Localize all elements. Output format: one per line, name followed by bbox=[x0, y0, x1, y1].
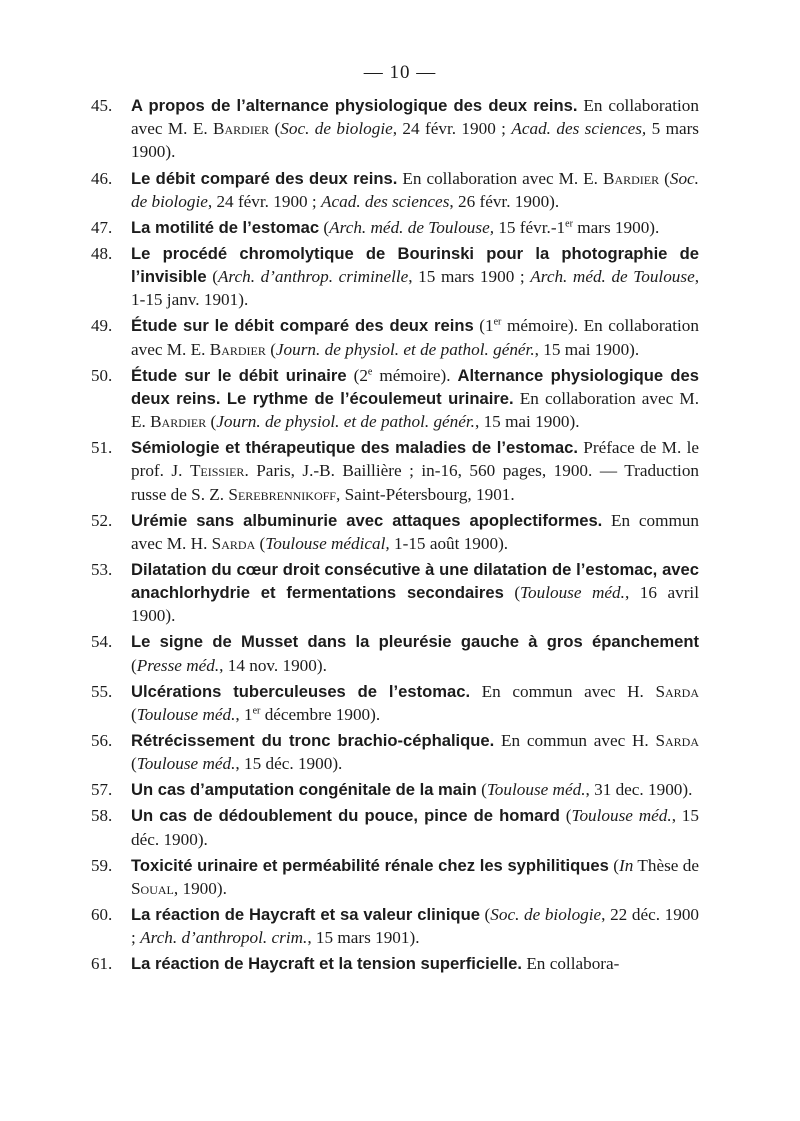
entry-text: , 15 mars 1901). bbox=[307, 928, 420, 948]
entry-text: , 24 févr. 1900 ; bbox=[392, 119, 512, 139]
entry-text: En commun avec M. H. bbox=[131, 510, 699, 553]
entry-title: Rétrécissement du tronc brachio-céphalique. bbox=[131, 731, 495, 751]
entry-text: , 16 avril 1900). bbox=[131, 583, 699, 626]
superscript: er bbox=[252, 705, 261, 717]
entry-number: 56. bbox=[91, 731, 113, 751]
entry-text: , 22 déc. 1900 ; bbox=[131, 905, 700, 948]
entry-text: ( bbox=[476, 780, 487, 800]
entry-text: ( bbox=[269, 119, 281, 139]
journal-reference: Toulouse méd. bbox=[136, 754, 236, 774]
journal-reference: Acad. des sciences, bbox=[511, 119, 647, 139]
entry-text: ( bbox=[608, 855, 619, 875]
entry-text: , 26 févr. 1900). bbox=[449, 191, 560, 211]
bibliography-entry bbox=[91, 364, 699, 434]
entry-text: En collaboration avec M. E. bbox=[397, 168, 603, 188]
entry-title: La motilité de l’estomac bbox=[131, 217, 320, 237]
author-name: Sarda bbox=[655, 731, 699, 751]
entry-text: ( bbox=[265, 339, 276, 359]
entry-title: Urémie sans albuminurie avec attaques apoplectiformes. bbox=[131, 510, 603, 530]
entry-text: ( bbox=[479, 905, 491, 925]
entry-title: Toxicité urinaire et perméabilité rénale chez les syphilitiques bbox=[131, 855, 609, 875]
journal-reference: Acad. des sciences bbox=[321, 191, 450, 211]
entry-text: , 15 déc. 1900). bbox=[131, 806, 699, 849]
entry-text: En commun avec H. bbox=[494, 731, 656, 751]
journal-reference: Arch. méd. de Toulouse bbox=[530, 267, 695, 287]
entry-text: 1-15 août 1900). bbox=[389, 533, 509, 553]
entry-text: , Saint-Pétersbourg, 1901. bbox=[335, 484, 515, 504]
entry-title: A propos de l’alternance physiologique des deux reins. bbox=[131, 96, 578, 115]
entry-text: (2 bbox=[346, 365, 368, 385]
entry-text: ( bbox=[503, 583, 521, 603]
entry-text: En collaboration avec M. E. bbox=[131, 388, 699, 432]
bibliography-entry bbox=[91, 216, 699, 239]
entry-number: 54. bbox=[91, 632, 113, 652]
entry-text: (1 bbox=[473, 316, 494, 336]
bibliography-entry bbox=[91, 242, 699, 312]
entry-title: Ulcérations tuberculeuses de l’estomac. bbox=[131, 681, 471, 701]
bibliography-entry bbox=[91, 804, 699, 850]
entry-title: La réaction de Haycraft et sa valeur clinique bbox=[131, 905, 480, 925]
entry-title: Le procédé chromolytique de Bourinski pour la photographie de l’invisible bbox=[131, 243, 699, 287]
entry-title: La réaction de Haycraft et la tension superficielle. bbox=[131, 954, 523, 974]
journal-reference: In bbox=[618, 855, 634, 875]
bibliography-entry bbox=[91, 436, 700, 506]
superscript: e bbox=[367, 365, 373, 377]
bibliography-entry bbox=[91, 509, 699, 555]
entry-text: Thèse de bbox=[633, 855, 699, 875]
bibliography-list bbox=[91, 94, 700, 978]
journal-reference: Soc. de biologie bbox=[280, 119, 393, 139]
entry-text: Préface de M. le prof. J. bbox=[131, 438, 699, 481]
entry-text: , 14 nov. 1900). bbox=[219, 655, 327, 675]
entry-text: ( bbox=[131, 655, 137, 675]
entry-text: ( bbox=[206, 267, 218, 287]
entry-text: En commun avec H. bbox=[470, 681, 656, 701]
entry-text: ( bbox=[206, 412, 217, 432]
journal-reference: Arch. méd. de Toulouse, bbox=[329, 217, 495, 237]
entry-text: , 1-15 janv. 1901). bbox=[131, 267, 699, 310]
author-name: Sarda bbox=[655, 681, 699, 701]
entry-number: 46. bbox=[91, 168, 113, 188]
bibliography-entry bbox=[91, 167, 699, 213]
bibliography-entry bbox=[91, 854, 699, 900]
author-name: Bardier bbox=[602, 168, 660, 188]
entry-text: ( bbox=[255, 533, 266, 553]
entry-text: En collabora- bbox=[522, 954, 620, 974]
entry-title: Dilatation du cœur droit consécutive à une dilatation de l’estomac, avec anachlorhydrie et fermentations secondaires bbox=[131, 559, 699, 603]
journal-reference: Arch. d’anthropol. crim. bbox=[140, 928, 308, 948]
journal-reference: Soc. de biologie bbox=[131, 168, 699, 211]
journal-reference: Toulouse méd. bbox=[571, 806, 672, 826]
entry-number: 48. bbox=[91, 243, 113, 263]
author-name: Serebrennikoff bbox=[228, 484, 336, 504]
entry-title: Étude sur le débit comparé des deux reins bbox=[131, 316, 474, 336]
journal-reference: Journ. de physiol. et de pathol. génér. bbox=[216, 412, 475, 432]
entry-title: Un cas d’amputation congénitale de la main bbox=[131, 780, 477, 800]
entry-number: 57. bbox=[91, 780, 113, 800]
entry-number: 52. bbox=[91, 510, 113, 530]
author-name: Sarda bbox=[211, 533, 256, 553]
superscript: er bbox=[493, 316, 502, 328]
entry-number: 55. bbox=[91, 681, 113, 701]
bibliography-entry bbox=[91, 903, 700, 949]
entry-text: ( bbox=[559, 806, 572, 826]
bibliography-entry bbox=[91, 558, 699, 628]
entry-number: 45. bbox=[91, 96, 113, 115]
entry-text: ( bbox=[131, 704, 137, 724]
author-name: Bardier bbox=[150, 412, 207, 432]
entry-text: mémoire). bbox=[372, 365, 458, 385]
entry-text: . Paris, J.-B. Baillière ; in-16, 560 pages, 1900. — Traduction russe de S. Z. bbox=[131, 461, 700, 504]
entry-number: 58. bbox=[91, 806, 113, 826]
bibliography-entry bbox=[91, 680, 699, 726]
entry-text: ( bbox=[319, 217, 330, 237]
bibliography-entry bbox=[91, 778, 699, 801]
author-name: Teissier bbox=[189, 461, 245, 481]
entry-text: En collaboration avec M. E. bbox=[131, 96, 699, 139]
journal-reference: Soc. de biologie bbox=[490, 905, 602, 925]
bibliography-entry bbox=[91, 952, 699, 975]
entry-text: , 15 mars 1900 ; bbox=[408, 267, 531, 287]
entry-text: 15 févr.-1 bbox=[494, 217, 566, 237]
entry-title: Le débit comparé des deux reins. bbox=[131, 168, 398, 188]
entry-number: 49. bbox=[91, 316, 113, 336]
entry-text: 5 mars 1900). bbox=[131, 119, 699, 162]
entry-title: Alternance physiologique des deux reins. Le rythme de l’écoulemeut urinaire. bbox=[131, 365, 699, 408]
journal-reference: Toulouse médical, bbox=[265, 533, 390, 553]
journal-reference: Toulouse méd. bbox=[520, 583, 625, 603]
entry-text: , 1 bbox=[235, 704, 253, 724]
entry-number: 47. bbox=[91, 217, 113, 237]
journal-reference: Toulouse méd. bbox=[486, 780, 586, 800]
entry-text: , 15 déc. 1900). bbox=[235, 754, 343, 774]
entry-text: ( bbox=[131, 754, 137, 774]
entry-number: 51. bbox=[91, 438, 113, 458]
entry-text: , 15 mai 1900). bbox=[474, 412, 580, 432]
entry-title: Étude sur le débit urinaire bbox=[131, 365, 347, 385]
entry-text: mémoire). En collaboration avec M. E. bbox=[131, 316, 699, 359]
entry-number: 59. bbox=[91, 855, 113, 875]
superscript: er bbox=[565, 218, 573, 230]
entry-text: , 15 mai 1900). bbox=[534, 339, 640, 359]
bibliography-entry bbox=[91, 94, 699, 164]
bibliography-entry bbox=[91, 729, 699, 775]
entry-title: Un cas de dédoublement du pouce, pince de homard bbox=[131, 806, 560, 826]
entry-text: mars 1900). bbox=[572, 217, 660, 237]
journal-reference: Toulouse méd. bbox=[136, 704, 236, 724]
entry-text: , 24 févr. 1900 ; bbox=[207, 191, 321, 211]
bibliography-entry bbox=[91, 630, 699, 676]
entry-text: décembre 1900). bbox=[260, 704, 381, 724]
bibliography-entry bbox=[91, 314, 699, 360]
journal-reference: Presse méd. bbox=[136, 655, 220, 675]
entry-title: Sémiologie et thérapeutique des maladies de l’estomac. bbox=[131, 438, 578, 458]
entry-number: 50. bbox=[91, 365, 113, 385]
entry-text: ( bbox=[659, 168, 670, 188]
page-number: — 10 — bbox=[363, 62, 437, 83]
author-name: Bardier bbox=[209, 339, 266, 359]
entry-text: , 31 dec. 1900). bbox=[585, 780, 693, 800]
journal-reference: Journ. de physiol. et de pathol. génér. bbox=[275, 339, 535, 359]
entry-title: Le signe de Musset dans la pleurésie gauche à gros épanchement bbox=[131, 632, 699, 652]
entry-number: 61. bbox=[91, 954, 113, 974]
journal-reference: Arch. d’anthrop. criminelle bbox=[217, 267, 409, 287]
entry-number: 60. bbox=[91, 905, 113, 925]
author-name: Soual bbox=[131, 878, 174, 898]
author-name: Bardier bbox=[213, 119, 270, 139]
entry-text: , 1900). bbox=[173, 878, 227, 898]
entry-number: 53. bbox=[91, 559, 113, 579]
